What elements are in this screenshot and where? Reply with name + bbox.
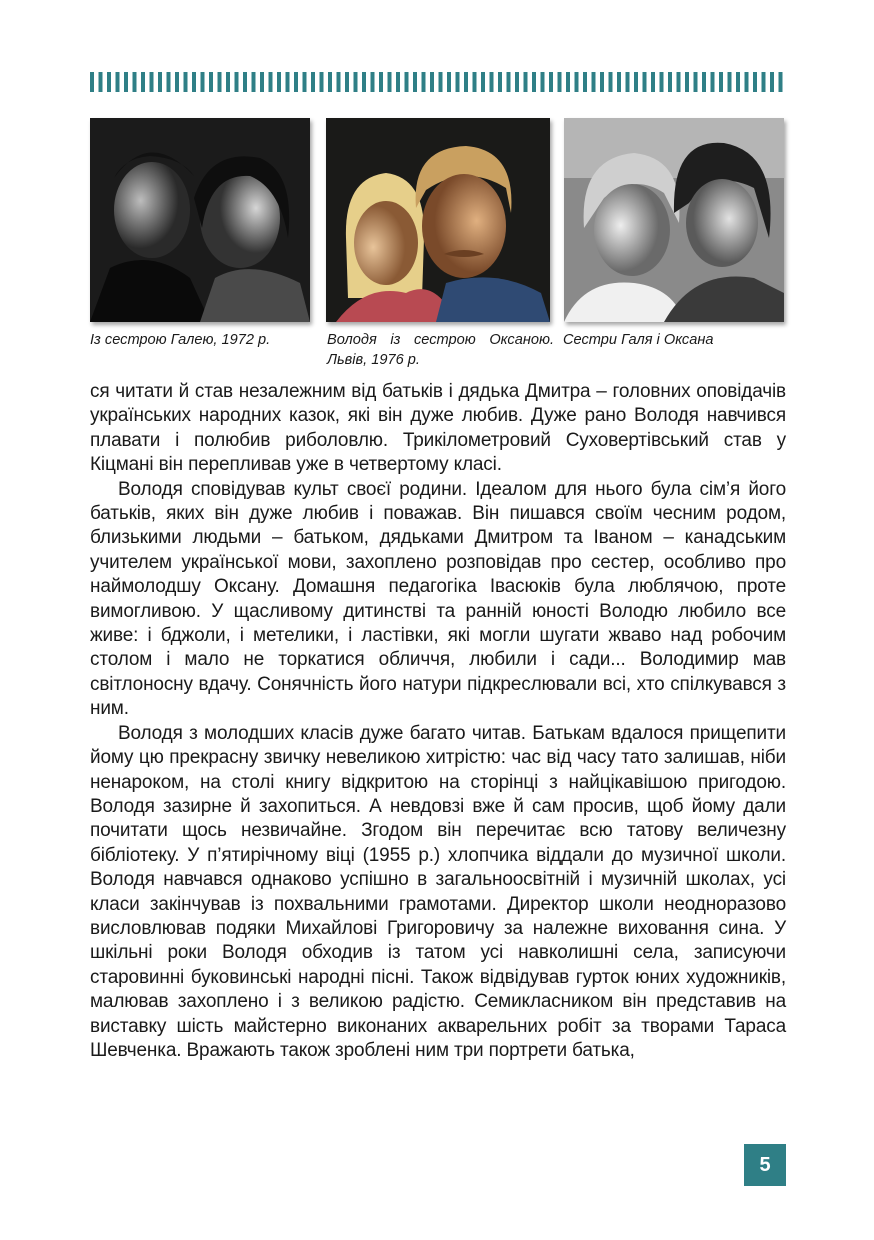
photo-brother-sister-1972 [90,118,310,322]
caption-photo-3: Сестри Галя і Оксана [563,332,714,348]
caption-photo-2: Володя із сестрою Оксаною. Львів, 1976 р. [327,332,554,368]
photo-sisters-halya-oksana [564,118,784,322]
photo-row [88,118,788,328]
main-text [90,380,786,1063]
photo-volodya-oksana-lviv-1976 [326,118,550,322]
page-number: 5 [744,1144,786,1186]
paragraph-2: Володя сповідував культ своєї родини. Ідеалом для нього була сім’я його батьків, яких він дуже любив і поважав. Він пишався своїм чесним родом, близькими людьми – батьком, дядьками Дмитром та Іваном – канадським учителем української мови, захоплено розповідав про сестер, особливо про наймолодшу Оксану. Домашня педагогіка Івасюків була люблячою, проте вимогливою. У щасливому дитинстві та ранній юності Володю любило все живе: і бджоли, і метелики, і ластівки, які могли шугати жваво над робочим столом і мало не торкатися обличчя, любили і сади... Володимир мав світлоносну вдачу. Сонячність його натури підкреслювали всі, хто спілкувався з ним. [90,478,786,720]
decorative-stripe-bar [90,72,786,92]
caption-photo-1: Із сестрою Галею, 1972 р. [90,332,271,348]
paragraph-1: ся читати й став незалежним від батьків і дядька Дмитра – головних оповідачів українських народних казок, які він дуже любив. Дуже рано Володя навчився плавати і полюбив риболовлю. Трикілометровий Суховертівський став у Кіцмані він перепливав уже в четвертому класі. [90,381,786,476]
paragraph-3: Володя з молодших класів дуже багато читав. Батькам вдалося прищепити йому цю прекрасну звичку невеликою хитрістю: час від часу тато залишав, ніби ненароком, на столі книгу відкритою на сторінці з найцікавішою пригодою. Володя зазирне й захопиться. А невдовзі вже й сам просив, щоб йому дали почитати щось незвичайне. Згодом він перечитає всю татову величезну бібліотеку. У п’ятирічному віці (1955 р.) хлопчика віддали до музичної школи. Володя навчався однаково успішно в загальноосвітній і музичній школах, усі класи закінчував із похвальними грамотами. Директор школи неодноразово висловлював подяки Михайлові Григоровичу за належне виховання сина. У шкільні роки Володя обходив із татом усі навколишні села, записуючи старовинні буковинські народні пісні. Також відвідував гурток юних художників, малював захоплено і з великою радістю. Семикласником він представив на виставку шість майстерно виконаних акварельних робіт за творами Тараса Шевченка. Вражають також зроблені ним три портрети батька, [90,722,786,1061]
